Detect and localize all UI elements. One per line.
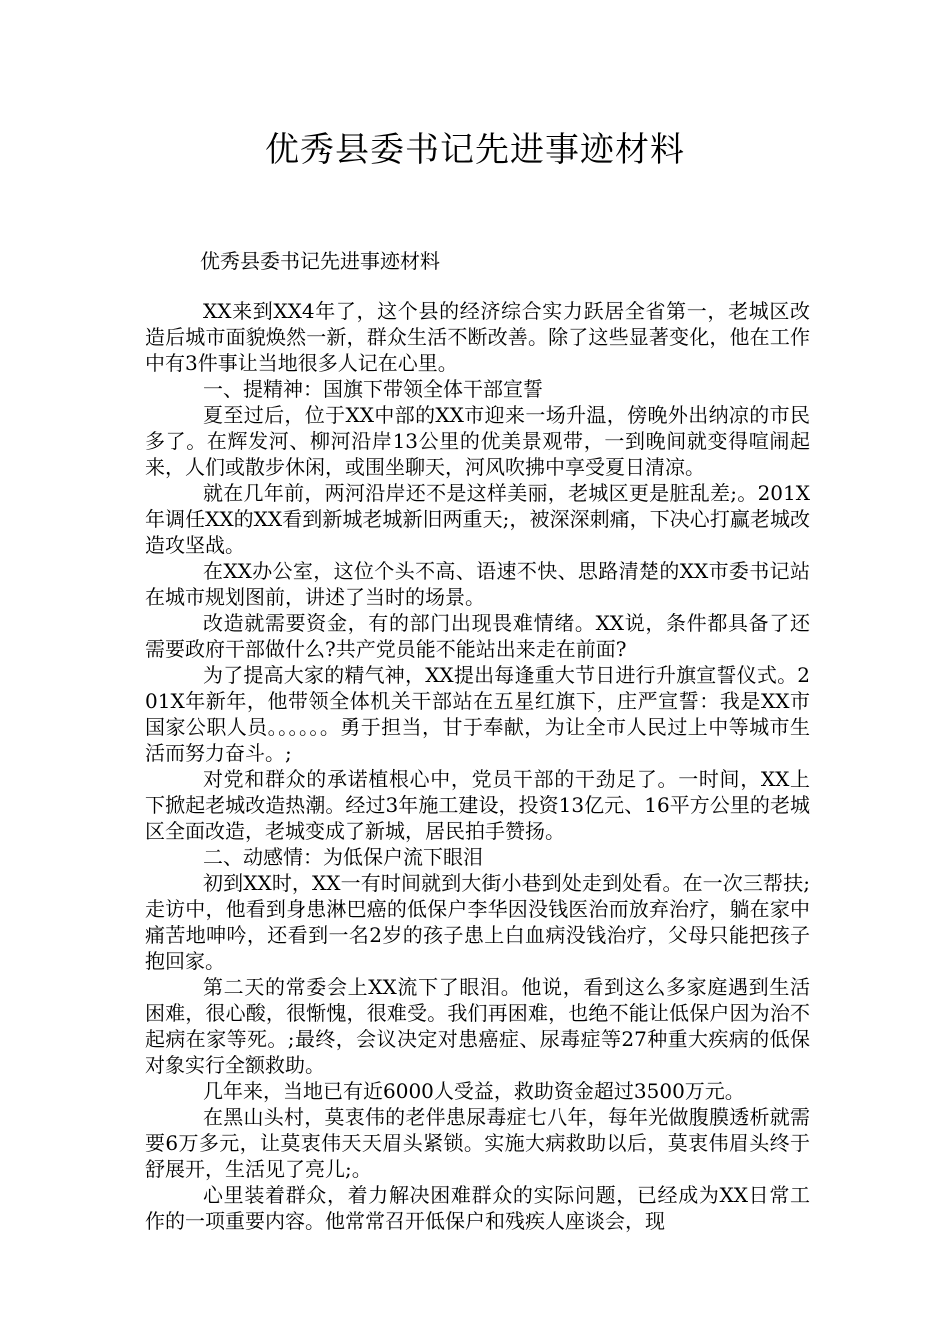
paragraph: 改造就需要资金，有的部门出现畏难情绪。XX说，条件都具备了还需要政府干部做什么?共产党员能不能站出来走在前面?	[145, 611, 810, 661]
paragraph: 第二天的常委会上XX流下了眼泪。他说，看到这么多家庭遇到生活困难，很心酸，很惭愧，很难受。我们再困难，也绝不能让低保户因为治不起病在家等死。;最终，会议决定对患癌症、尿毒症等27种重大疾病的低保对象实行全额救助。	[145, 975, 810, 1077]
paragraph: 初到XX时，XX一有时间就到大街小巷到处走到处看。在一次三帮扶;走访中，他看到身患淋巴癌的低保户李华因没钱医治而放弃治疗，躺在家中痛苦地呻吟，还看到一名2岁的孩子患上白血病没钱治疗，父母只能把孩子抱回家。	[145, 871, 810, 973]
paragraph: 对党和群众的承诺植根心中，党员干部的干劲足了。一时间，XX上下掀起老城改造热潮。经过3年施工建设，投资13亿元、16平方公里的老城区全面改造，老城变成了新城，居民拍手赞扬。	[145, 767, 810, 843]
document-subtitle: 优秀县委书记先进事迹材料	[200, 249, 440, 273]
paragraph: 心里装着群众，着力解决困难群众的实际问题，已经成为XX日常工作的一项重要内容。他常常召开低保户和残疾人座谈会，现	[145, 1183, 810, 1233]
paragraph: 几年来，当地已有近6000人受益，救助资金超过3500万元。	[203, 1079, 745, 1103]
paragraph: XX来到XX4年了，这个县的经济综合实力跃居全省第一，老城区改造后城市面貌焕然一新，群众生活不断改善。除了这些显著变化，他在工作中有3件事让当地很多人记在心里。	[145, 299, 810, 375]
paragraph: 在XX办公室，这位个头不高、语速不快、思路清楚的XX市委书记站在城市规划图前，讲述了当时的场景。	[145, 559, 810, 609]
section-heading: 一、提精神：国旗下带领全体干部宣誓	[203, 377, 543, 401]
document-title: 优秀县委书记先进事迹材料	[265, 130, 685, 170]
document-body	[145, 298, 810, 1234]
section-heading: 二、动感情：为低保户流下眼泪	[203, 845, 483, 869]
paragraph: 在黑山头村，莫衷伟的老伴患尿毒症七八年，每年光做腹膜透析就需要6万多元，让莫衷伟天天眉头紧锁。实施大病救助以后，莫衷伟眉头终于舒展开，生活见了亮儿;。	[145, 1105, 810, 1181]
paragraph: 夏至过后，位于XX中部的XX市迎来一场升温，傍晚外出纳凉的市民多了。在辉发河、柳河沿岸13公里的优美景观带，一到晚间就变得喧闹起来，人们或散步休闲，或围坐聊天，河风吹拂中享受夏日清凉。	[145, 403, 810, 479]
paragraph: 为了提高大家的精气神，XX提出每逢重大节日进行升旗宣誓仪式。201X年新年，他带领全体机关干部站在五星红旗下，庄严宣誓：我是XX市国家公职人员。。。。。。勇于担当，甘于奉献，为让全市人民过上中等城市生活而努力奋斗。;	[145, 663, 810, 765]
paragraph: 就在几年前，两河沿岸还不是这样美丽，老城区更是脏乱差;。201X年调任XX的XX看到新城老城新旧两重天;，被深深刺痛，下决心打赢老城改造攻坚战。	[145, 481, 810, 557]
